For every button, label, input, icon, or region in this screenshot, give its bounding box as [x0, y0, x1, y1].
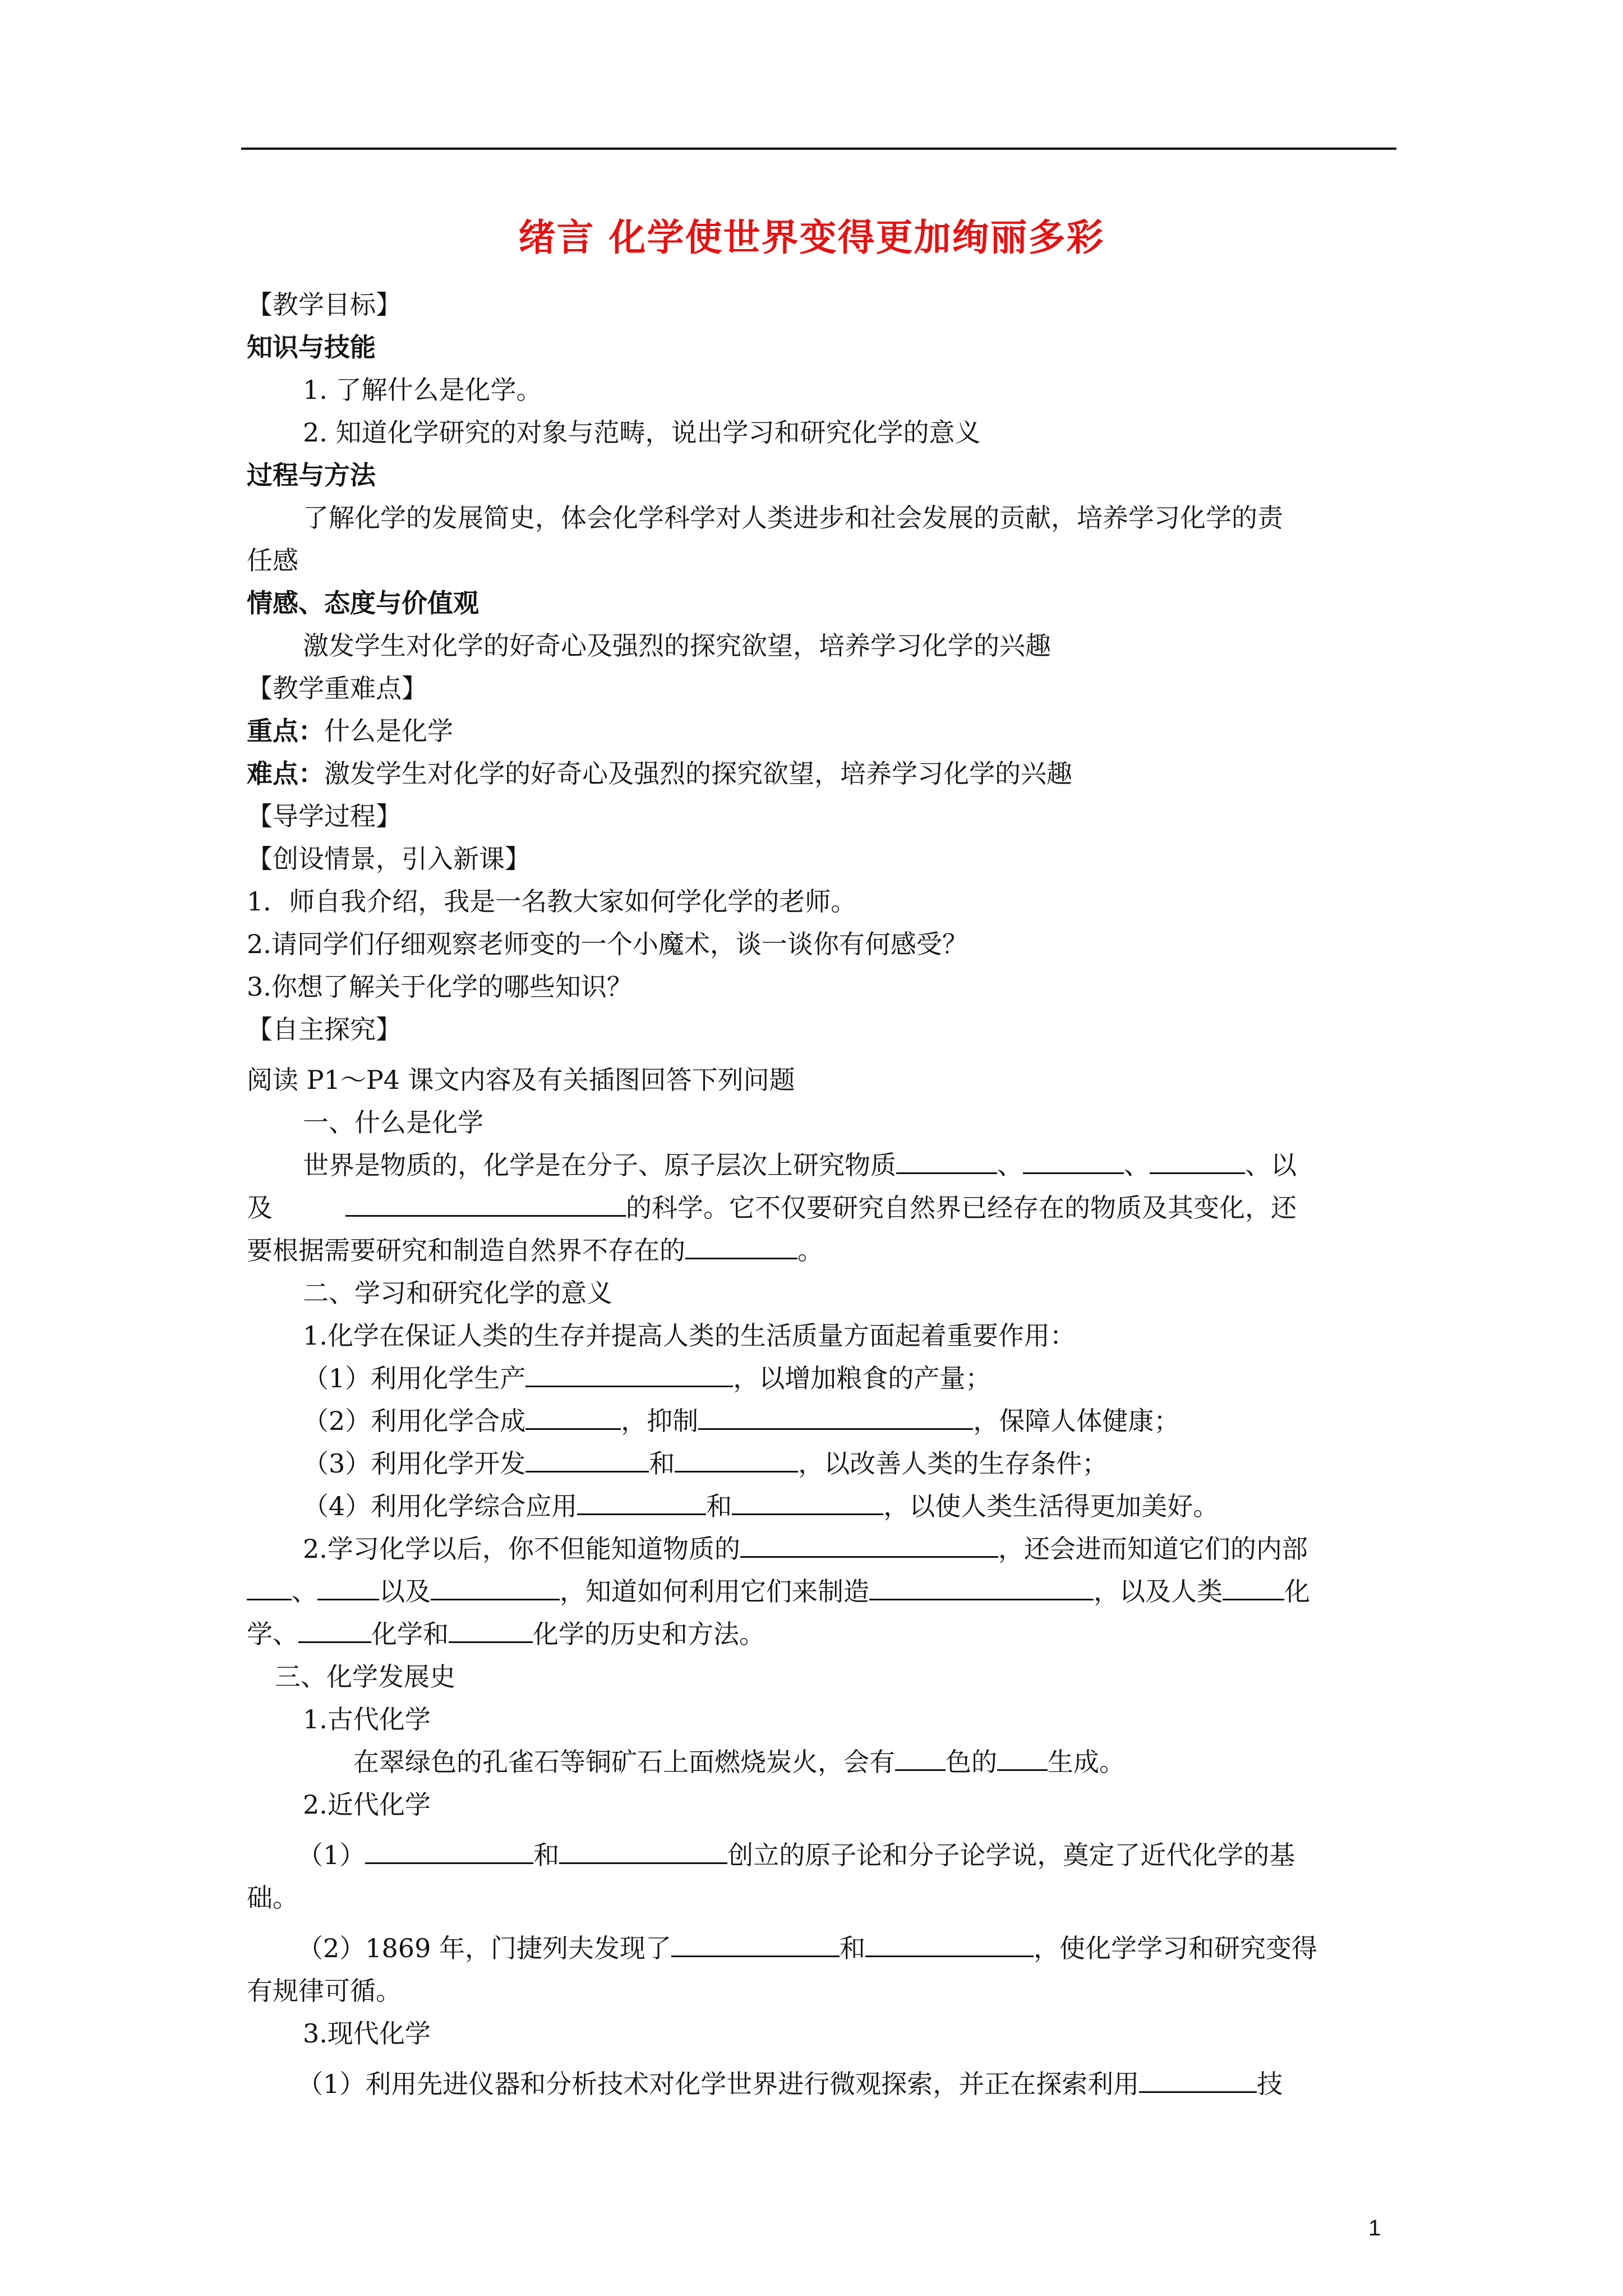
item-text: （1） [297, 1840, 366, 1870]
answer-blank[interactable] [1139, 2063, 1257, 2093]
answer-blank[interactable] [317, 1571, 379, 1600]
answer-blank[interactable] [675, 1443, 798, 1473]
item-text: 技 [1257, 2069, 1283, 2099]
answer-blank[interactable] [671, 1927, 840, 1957]
item-text: 和 [533, 1840, 560, 1870]
item-text: （3）利用化学开发 [303, 1448, 526, 1479]
section-2-point-2-line-1 [247, 1527, 1402, 1570]
answer-blank[interactable] [740, 1528, 998, 1558]
item-text: ，抑制 [621, 1406, 699, 1436]
item-text: ，以及人类 [1094, 1576, 1223, 1607]
section-2-item-1 [247, 1357, 1402, 1400]
keypoints-heading: 【教学重难点】 [247, 673, 427, 703]
item-text: ，保障人体健康； [973, 1406, 1180, 1436]
answer-blank[interactable] [345, 1187, 626, 1217]
item-text: 以及 [379, 1576, 431, 1607]
item-text: （1）利用先进仪器和分析技术对化学世界进行微观探索，并正在探索利用 [297, 2069, 1140, 2099]
process-text-line-2: 任感 [247, 545, 298, 576]
answer-blank[interactable] [1223, 1571, 1284, 1600]
knowledge-item-2: 2. 知道化学研究的对象与范畴，说出学习和研究化学的意义 [303, 417, 981, 448]
answer-blank[interactable] [869, 1571, 1094, 1600]
reading-instruction: 阅读 P1～P4 课文内容及有关插图回答下列问题 [247, 1065, 795, 1095]
section-2-item-4 [247, 1485, 1402, 1527]
section-2-point-2-line-2 [247, 1570, 1402, 1613]
item-text: ，知道如何利用它们来制造 [560, 1576, 869, 1607]
intro-heading: 【创设情景，引入新课】 [247, 844, 531, 874]
item-text: 和 [649, 1448, 675, 1479]
guide-heading: 【导学过程】 [247, 801, 402, 831]
separator: 、 [1124, 1150, 1150, 1180]
item-text: 化学和 [371, 1619, 449, 1649]
process-heading: 过程与方法 [247, 460, 376, 490]
section-2-item-2 [247, 1400, 1402, 1442]
section-1-text: 、以 [1245, 1150, 1297, 1180]
answer-blank[interactable] [895, 1741, 946, 1771]
difficulty-line [247, 752, 1402, 795]
knowledge-item-1: 1. 了解什么是化学。 [303, 375, 542, 405]
section-1-text: 世界是物质的，化学是在分子、原子层次上研究物质 [303, 1150, 896, 1180]
section-1-line-1 [247, 1144, 1402, 1186]
page-title: 绪言 化学使世界变得更加绚丽多彩 [518, 215, 1105, 259]
answer-blank[interactable] [865, 1927, 1034, 1957]
answer-blank[interactable] [1023, 1144, 1124, 1174]
item-text: 创立的原子论和分子论学说，奠定了近代化学的基 [727, 1840, 1295, 1870]
separator: 、 [997, 1150, 1023, 1180]
item-text: 2.学习化学以后，你不但能知道物质的 [303, 1534, 740, 1564]
item-text: ，以使人类生活得更加美好。 [883, 1491, 1219, 1521]
answer-blank[interactable] [1150, 1144, 1245, 1174]
intro-question-2: 2.请同学们仔细观察老师变的一个小魔术，谈一谈你有何感受？ [247, 929, 968, 959]
emotion-text: 激发学生对化学的好奇心及强烈的探究欲望，培养学习化学的兴趣 [303, 631, 1051, 661]
item-text: ，使化学学习和研究变得 [1033, 1933, 1317, 1963]
intro-question-3: 3.你想了解关于化学的哪些知识？ [247, 972, 633, 1002]
answer-blank[interactable] [247, 1571, 292, 1600]
item-text: （2）利用化学合成 [303, 1406, 526, 1436]
item-text: 和 [706, 1491, 732, 1521]
modern-heading: 2.近代化学 [303, 1789, 431, 1820]
item-text: ，以改善人类的生存条件； [798, 1448, 1108, 1479]
section-1-text: 。 [797, 1235, 823, 1266]
difficulty-label: 难点： [247, 758, 324, 789]
modern-item-1-line-2: 础。 [247, 1883, 298, 1913]
focus-text: 什么是化学 [324, 716, 453, 746]
section-2-point-2-line-3 [247, 1613, 1402, 1655]
item-text: （1）利用化学生产 [303, 1363, 526, 1393]
answer-blank[interactable] [525, 1400, 621, 1430]
answer-blank[interactable] [997, 1741, 1048, 1771]
process-text-line-1: 了解化学的发展简史，体会化学科学对人类进步和社会发展的贡献，培养学习化学的责 [303, 503, 1283, 533]
answer-blank[interactable] [365, 1834, 533, 1864]
ancient-text-line [247, 1741, 1402, 1783]
section-2-item-3 [247, 1442, 1402, 1485]
section-1-line-2 [247, 1186, 1402, 1229]
current-item-1-line-1 [247, 2063, 1402, 2105]
current-heading: 3.现代化学 [303, 2018, 431, 2049]
section-1-text: 要根据需要研究和制造自然界不存在的 [247, 1235, 685, 1266]
item-text: 化学的历史和方法。 [533, 1619, 765, 1649]
answer-blank[interactable] [698, 1400, 973, 1430]
item-text: 、 [292, 1576, 317, 1607]
answer-blank[interactable] [525, 1443, 649, 1473]
item-text: 学、 [247, 1619, 298, 1649]
answer-blank[interactable] [896, 1144, 997, 1174]
item-text: 和 [839, 1933, 865, 1963]
answer-blank[interactable] [577, 1485, 706, 1515]
modern-item-2-line-2: 有规律可循。 [247, 1976, 402, 2006]
focus-line [247, 710, 1402, 752]
emotion-heading: 情感、态度与价值观 [247, 588, 479, 618]
answer-blank[interactable] [298, 1613, 371, 1643]
section-1-text: 及 [247, 1193, 273, 1223]
difficulty-text: 激发学生对化学的好奇心及强烈的探究欲望，培养学习化学的兴趣 [324, 758, 1072, 789]
explore-heading: 【自主探究】 [247, 1014, 402, 1045]
section-2-heading: 二、学习和研究化学的意义 [303, 1278, 612, 1308]
answer-blank[interactable] [431, 1571, 560, 1600]
item-text: 在翠绿色的孔雀石等铜矿石上面燃烧炭火，会有 [353, 1747, 895, 1777]
knowledge-heading: 知识与技能 [247, 332, 376, 362]
item-text: ，以增加粮食的产量； [733, 1363, 992, 1393]
section-3-heading: 三、化学发展史 [275, 1662, 455, 1692]
section-2-point-1: 1.化学在保证人类的生存并提高人类的生活质量方面起着重要作用： [303, 1320, 1076, 1351]
intro-question-1: 1．师自我介绍，我是一名教大家如何学化学的老师。 [247, 886, 857, 917]
item-text: 生成。 [1048, 1747, 1125, 1777]
modern-item-1-line-1 [247, 1834, 1402, 1876]
header-rule [241, 148, 1396, 150]
page-number: 1 [1368, 2216, 1381, 2240]
item-text: （4）利用化学综合应用 [303, 1491, 578, 1521]
answer-blank[interactable] [732, 1485, 883, 1515]
objectives-heading: 【教学目标】 [247, 289, 402, 320]
section-1-line-3 [247, 1229, 1402, 1272]
modern-item-2-line-1 [247, 1927, 1402, 1970]
answer-blank[interactable] [559, 1834, 727, 1864]
document-body [247, 283, 1402, 2105]
item-text: 化 [1284, 1576, 1310, 1607]
answer-blank[interactable] [449, 1613, 533, 1643]
answer-blank[interactable] [525, 1358, 733, 1387]
answer-blank[interactable] [685, 1230, 797, 1259]
ancient-heading: 1.古代化学 [303, 1704, 431, 1734]
focus-label: 重点： [247, 716, 324, 746]
item-text: ，还会进而知道它们的内部 [998, 1534, 1308, 1564]
item-text: 色的 [946, 1747, 997, 1777]
section-1-text: 的科学。它不仅要研究自然界已经存在的物质及其变化，还 [626, 1193, 1297, 1223]
item-text: （2）1869 年，门捷列夫发现了 [297, 1933, 671, 1963]
section-1-heading: 一、什么是化学 [303, 1107, 483, 1138]
